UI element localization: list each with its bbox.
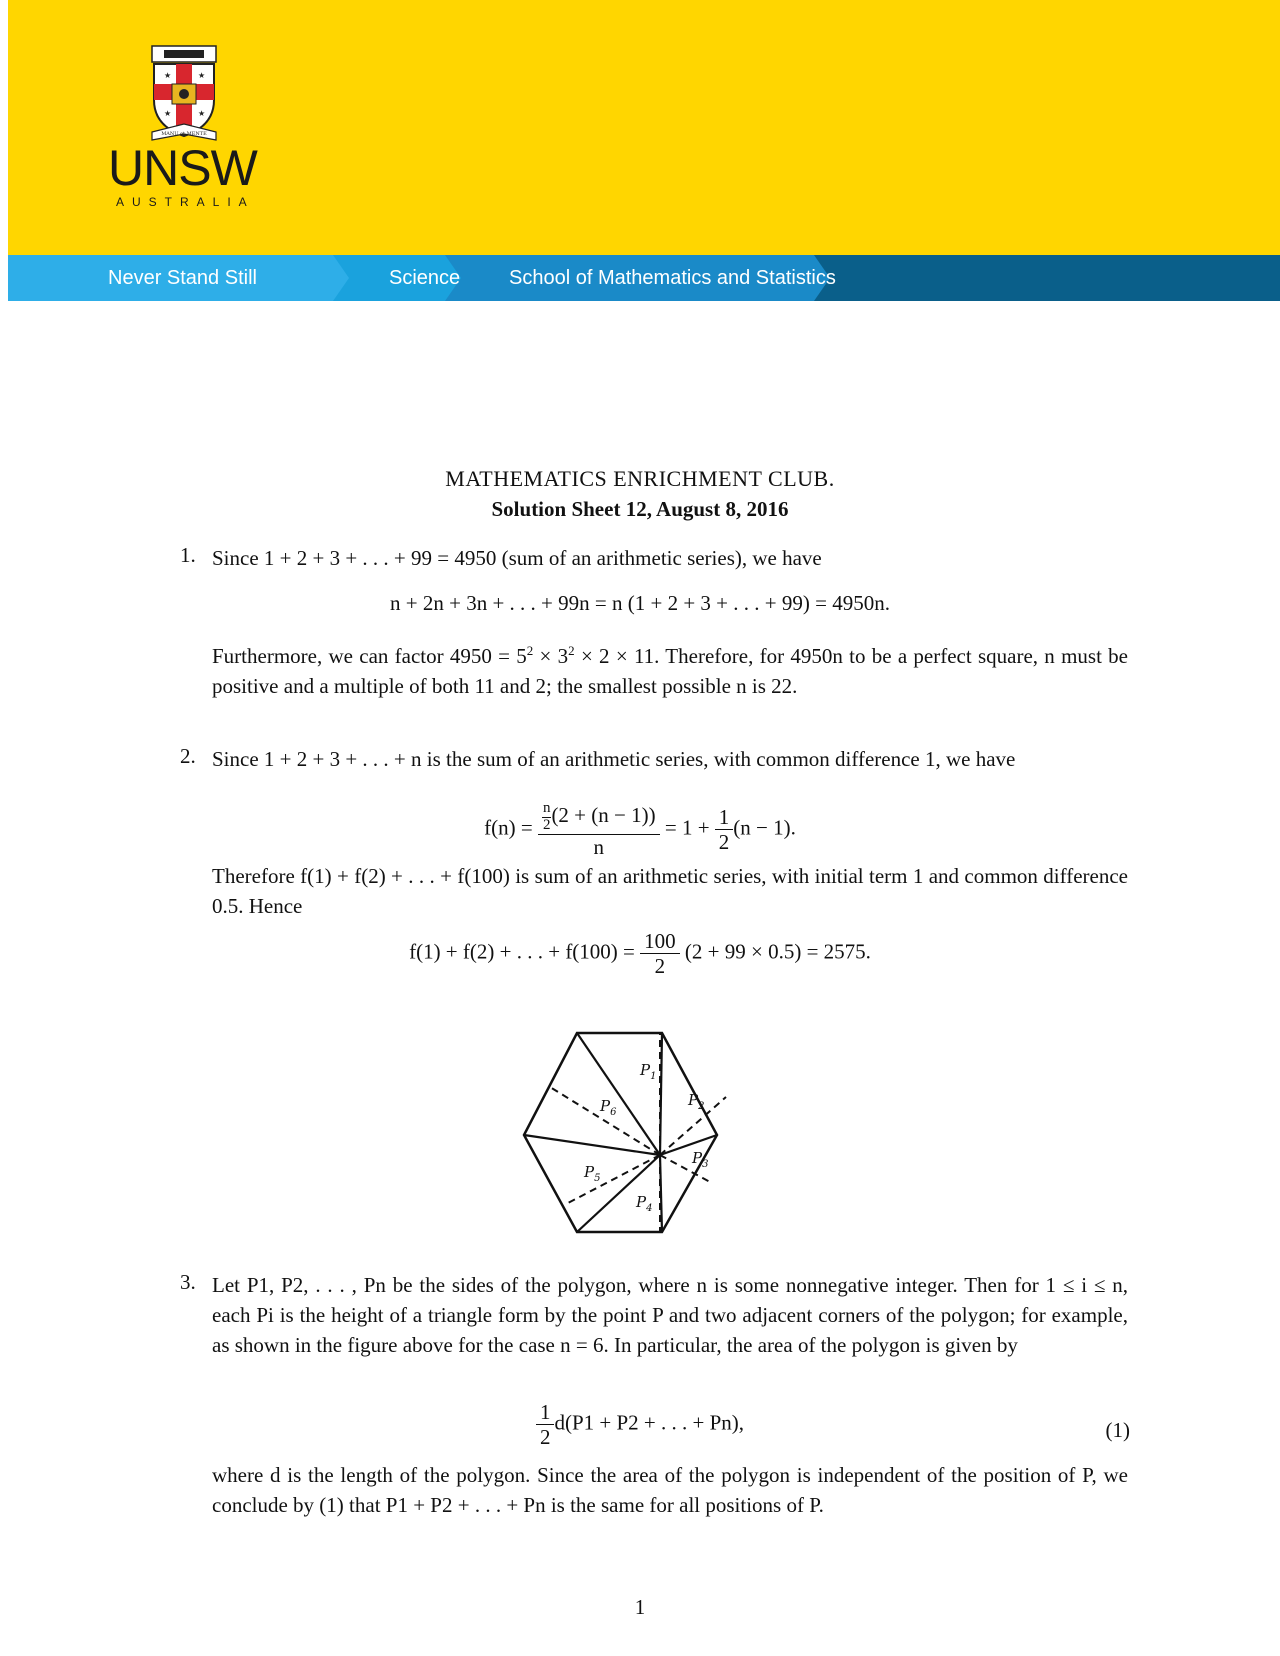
solution-1-body: Furthermore, we can factor $4950 = 5^2 \times 3^2 \times 2 \times 11$. Therefore, for 4950n to be a perfect square, n must be positive and a multiple of both 11 and 2; the smallest possible n is 22. — [212, 643, 1128, 698]
unsw-crest-logo — [150, 44, 218, 144]
banner-school: School of Mathematics and Statistics — [509, 267, 836, 289]
banner-science: Science — [389, 267, 461, 289]
solution-2-equation-f: f(n) = $\frac{n}{2}$ (2 + (n − 1)) n = 1 + $\frac{1}{2}$ (n − 1). — [484, 800, 796, 859]
unsw-logo-text: UNSW — [108, 140, 257, 196]
hexagon-figure — [520, 1025, 760, 1245]
solution-2-number: 2. — [180, 744, 196, 768]
label-p6: $P_6$ — [600, 1097, 617, 1118]
svg-text:★: ★ — [198, 71, 206, 80]
label-p4: $P_4$ — [636, 1193, 653, 1214]
label-p5-sub: 5 — [594, 1173, 601, 1184]
solution-2-intro: Since 1 + 2 + 3 + . . . + n is the sum of an arithmetic series, with common difference 1, we have — [212, 747, 1016, 771]
label-p1-sub: 1 — [650, 1071, 657, 1082]
svg-text:★: ★ — [164, 71, 172, 80]
solution-1-number: 1. — [180, 543, 196, 567]
solid-line-6 — [524, 1135, 660, 1155]
solution-2-body: Therefore f(1) + f(2) + . . . + f(100) is sum of an arithmetic series, with initial term 1 and common difference 0.5. Hence — [212, 864, 1128, 918]
solution-3-number: 3. — [180, 1270, 196, 1294]
solution-2-equation-sum: f(1) + f(2) + . . . + f(100) = $\frac{100}{2}$ (2 + 99 × 0.5) = 2575. — [409, 929, 871, 979]
solution-1-equation: n + 2n + 3n + . . . + 99n = n (1 + 2 + 3 + . . . + 99) = 4950n. — [390, 591, 890, 615]
label-p3-sub: 3 — [702, 1159, 709, 1170]
svg-text:★: ★ — [198, 109, 206, 118]
solution-3-body: Let P1, P2, . . . , Pn be the sides of the polygon, where n is some nonnegative integer. Then for 1 ≤ i ≤ n, each Pi is the height of a triangle form by the point P and two adjacent corners of the polygon; for example, as shown in the figure above for the case n = 6. In particular, the area of the polygon is given by — [212, 1273, 1128, 1357]
banner-never-stand-still: Never Stand Still — [108, 267, 257, 289]
label-p4-sub: 4 — [646, 1203, 653, 1214]
label-p6-sub: 6 — [610, 1107, 617, 1118]
unsw-logo-subtext: AUSTRALIA — [116, 195, 255, 209]
solution-1-intro: Since 1 + 2 + 3 + . . . + 99 = 4950 (sum of an arithmetic series), we have — [212, 546, 822, 570]
label-p3: $P_3$ — [692, 1149, 709, 1170]
document-title: MATHEMATICS ENRICHMENT CLUB. — [445, 466, 835, 491]
hexagon-outline — [524, 1033, 717, 1232]
solid-line-1 — [577, 1033, 660, 1155]
label-p1: $P_1$ — [640, 1061, 657, 1082]
label-p5: $P_5$ — [584, 1163, 601, 1184]
svg-text:★: ★ — [164, 109, 172, 118]
equation-label-1: (1) — [1105, 1418, 1130, 1442]
document-subtitle: Solution Sheet 12, August 8, 2016 — [491, 497, 789, 521]
dashed-p5 — [568, 1155, 660, 1203]
solution-3-equation: $\frac{1}{2}$ d(P1 + P2 + . . . + Pn), — [0, 1400, 1280, 1449]
page-number: 1 — [634, 1595, 646, 1619]
svg-text:MANU et MENTE: MANU et MENTE — [161, 131, 207, 137]
label-p2-sub: 2 — [698, 1101, 705, 1112]
solution-3-conclusion: where d is the length of the polygon. Since the area of the polygon is independent of the position of P, we conclude by (1) that P1 + P2 + . . . + Pn is the same for all positions of P. — [212, 1463, 1128, 1517]
label-p2: $P_2$ — [688, 1091, 705, 1112]
